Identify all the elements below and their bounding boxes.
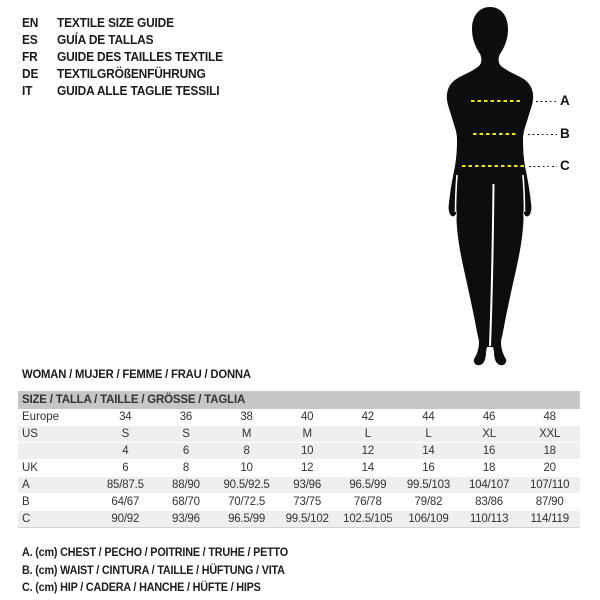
table-row <box>18 409 580 426</box>
table-bottom-rule <box>18 527 580 528</box>
size-cell: 68/70 <box>172 496 200 508</box>
size-cell: 38 <box>240 411 253 423</box>
size-cell: 114/119 <box>530 513 569 525</box>
legend-line: B. (cm) WAIST / CINTURA / TAILLE / HÜFTUNG / VITA <box>22 562 285 577</box>
size-cell: L <box>425 428 432 440</box>
size-cell: 16 <box>422 462 435 474</box>
size-cell: 14 <box>361 462 375 474</box>
size-cell: 6 <box>182 445 190 457</box>
legend-line: A. (cm) CHEST / PECHO / POITRINE / TRUHE / PETTO <box>22 545 288 559</box>
size-cell: 46 <box>482 411 496 423</box>
size-cell: 79/82 <box>414 496 443 508</box>
language-row <box>22 48 223 65</box>
size-cell: 20 <box>543 462 556 474</box>
size-table <box>18 391 580 528</box>
size-cell: 90/92 <box>111 513 140 525</box>
size-cell: 12 <box>300 462 314 474</box>
size-cell: 107/110 <box>530 479 570 491</box>
language-row <box>22 82 223 99</box>
size-cell: 18 <box>543 445 556 457</box>
size-cell: 99.5/102 <box>285 513 329 525</box>
size-cell: M <box>302 428 312 440</box>
language-row <box>22 31 223 48</box>
size-cell: XL <box>482 428 496 440</box>
size-cell: 16 <box>482 445 496 457</box>
size-cell: 12 <box>361 445 375 457</box>
row-label: B <box>22 496 30 508</box>
size-cell: 42 <box>361 411 375 423</box>
size-cell: 10 <box>300 445 314 457</box>
language-row <box>22 65 223 82</box>
woman-silhouette <box>410 0 580 370</box>
language-code: ES <box>22 32 38 47</box>
silhouette-body <box>447 7 533 365</box>
language-title: TEXTILGRÖßENFÜHRUNG <box>56 66 206 81</box>
chest-measure-line <box>471 100 522 102</box>
size-cell: 102.5/105 <box>343 513 393 525</box>
size-table-header: SIZE / TALLA / TAILLE / GRÖSSE / TAGLIA <box>18 391 580 409</box>
language-title: GUIDA ALLE TAGLIE TESSILI <box>56 83 220 98</box>
size-cell: 99.5/103 <box>406 479 451 491</box>
row-label: C <box>22 513 31 525</box>
size-cell: 96.5/99 <box>228 513 266 525</box>
size-cell: 44 <box>422 411 435 423</box>
size-cell: 36 <box>179 411 193 423</box>
table-row <box>18 494 580 511</box>
row-label: A <box>22 479 30 491</box>
gender-title: WOMAN / MUJER / FEMME / FRAU / DONNA <box>22 367 251 381</box>
language-title: GUIDE DES TAILLES TEXTILE <box>56 49 223 64</box>
size-cell: 10 <box>240 462 253 474</box>
size-cell: S <box>182 428 190 440</box>
size-cell: 14 <box>422 445 435 457</box>
size-table-body <box>18 409 580 528</box>
size-cell: 76/78 <box>353 496 382 508</box>
measure-label-c: C <box>560 158 570 173</box>
size-cell: 90.5/92.5 <box>223 479 270 491</box>
size-cell: 40 <box>300 411 314 423</box>
measure-label-b: B <box>560 126 570 141</box>
row-label: US <box>22 428 38 440</box>
size-cell: M <box>241 428 252 440</box>
language-code: IT <box>22 83 33 98</box>
size-cell: 96.5/99 <box>349 479 387 491</box>
size-cell: 87/90 <box>535 496 564 508</box>
size-cell: 83/86 <box>475 496 503 508</box>
table-row <box>18 460 580 477</box>
waist-measure-line <box>473 133 518 135</box>
size-cell: 106/109 <box>408 513 449 525</box>
row-label: UK <box>22 462 38 474</box>
size-cell: 8 <box>243 445 250 457</box>
size-cell: 73/75 <box>293 496 322 508</box>
chest-pointer-dots <box>536 101 557 103</box>
table-row <box>18 511 580 528</box>
size-cell: 93/96 <box>293 479 322 491</box>
hip-measure-line <box>462 165 524 167</box>
size-cell: 70/72.5 <box>228 496 266 508</box>
table-row <box>18 426 580 443</box>
size-cell: 34 <box>119 411 132 423</box>
size-cell: S <box>121 428 130 440</box>
measure-legend <box>22 544 288 597</box>
language-title: GUÍA DE TALLAS <box>56 32 154 47</box>
size-cell: 6 <box>122 462 129 474</box>
hip-pointer-dots <box>529 166 557 168</box>
size-cell: 48 <box>543 411 556 423</box>
table-row <box>18 443 580 460</box>
language-code: DE <box>22 66 39 81</box>
language-code: FR <box>22 49 38 64</box>
size-cell: 85/87.5 <box>106 479 144 491</box>
language-list <box>22 14 223 99</box>
table-row <box>18 477 580 494</box>
size-cell: 8 <box>182 462 190 474</box>
size-cell: L <box>364 428 371 440</box>
waist-pointer-dots <box>528 134 557 136</box>
size-cell: 93/96 <box>172 513 200 525</box>
row-label: Europe <box>22 411 60 423</box>
language-row <box>22 14 223 31</box>
language-code: EN <box>22 15 39 30</box>
size-cell: 110/113 <box>469 513 509 525</box>
measure-label-a: A <box>560 93 570 108</box>
size-cell: 88/90 <box>172 479 200 491</box>
legend-line: C. (cm) HIP / CADERA / HANCHE / HÜFTE / HIPS <box>22 580 261 594</box>
size-cell: 64/67 <box>111 496 140 508</box>
row-label <box>18 443 95 459</box>
size-cell: 104/107 <box>468 479 510 491</box>
language-title: TEXTILE SIZE GUIDE <box>56 15 174 30</box>
size-cell: 4 <box>122 445 129 457</box>
size-cell: XXL <box>539 428 561 440</box>
size-cell: 18 <box>482 462 496 474</box>
